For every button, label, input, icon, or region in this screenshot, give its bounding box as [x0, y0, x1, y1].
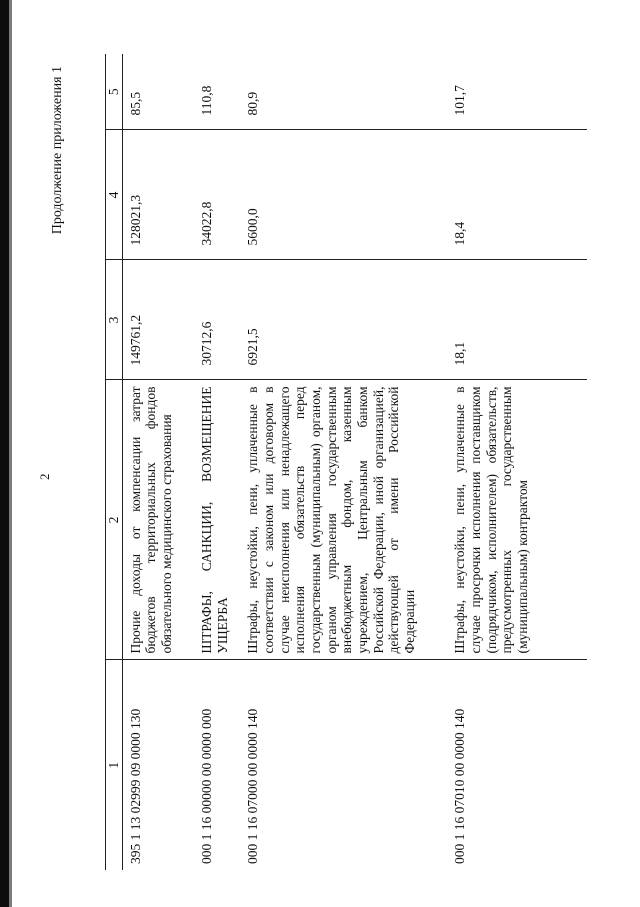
- row-code: 000 1 16 00000 00 0000 000: [199, 708, 215, 864]
- row-value-col5: 110,8: [194, 54, 240, 130]
- row-value-col4: 34022,8: [194, 130, 240, 260]
- table-header-row: [106, 54, 123, 870]
- column-header: 3: [106, 260, 123, 380]
- table-row: [122, 54, 194, 870]
- row-value-col3: 6921,5: [240, 260, 447, 380]
- row-name: Штрафы, неустойки, пени, уплаченные в соответствии с законом или договором в случае неисполнения или ненадлежащего исполнения обязательств перед государственным (муниципальным) органом, органом управления государственным внебюджетным фондом, казенным учреждением, Центральным банком Российской Федерации, иной организацией, действующей от имени Российской Федерации: [240, 380, 447, 660]
- column-header: 4: [106, 130, 123, 260]
- table-row: [240, 54, 447, 870]
- column-header: 2: [106, 380, 123, 660]
- row-code: 395 1 13 02999 09 0000 130: [127, 708, 143, 864]
- row-value-col4: 128021,3: [122, 130, 194, 260]
- appendix-caption: Продолжение приложения 1: [50, 66, 65, 235]
- row-value-col5: 85,5: [122, 54, 194, 130]
- row-value-col5: 80,9: [240, 54, 447, 130]
- rotated-page: [20, 50, 620, 870]
- table-row: [447, 54, 587, 870]
- row-code: 000 1 16 07000 00 0000 140: [245, 708, 261, 864]
- column-header: 5: [106, 54, 123, 130]
- row-name: Прочие доходы от компенсации затрат бюджетов территориальных фондов обязательного медицинского страхования: [122, 380, 194, 660]
- table-row: [194, 54, 240, 870]
- row-code: 000 1 16 07010 00 0000 140: [452, 708, 468, 864]
- row-value-col4: 5600,0: [240, 130, 447, 260]
- page-number: 2: [37, 473, 52, 480]
- row-name: Штрафы, неустойки, пени, уплаченные в случае просрочки исполнения поставщиком (подрядчиком, исполнителем) обязательств, предусмотренных государственным (муниципальным) контрактом: [447, 380, 587, 660]
- row-value-col5: 101,7: [447, 54, 587, 130]
- row-value-col4: 18,4: [447, 130, 587, 260]
- row-value-col3: 30712,6: [194, 260, 240, 380]
- revenue-table: [105, 54, 587, 870]
- scan-edge: [0, 0, 9, 907]
- column-header: 1: [106, 660, 123, 870]
- row-value-col3: 18,1: [447, 260, 587, 380]
- row-name: ШТРАФЫ, САНКЦИИ, ВОЗМЕЩЕНИЕ УЩЕРБА: [194, 380, 240, 660]
- row-value-col3: 149761,2: [122, 260, 194, 380]
- scan-edge-shadow: [9, 0, 12, 907]
